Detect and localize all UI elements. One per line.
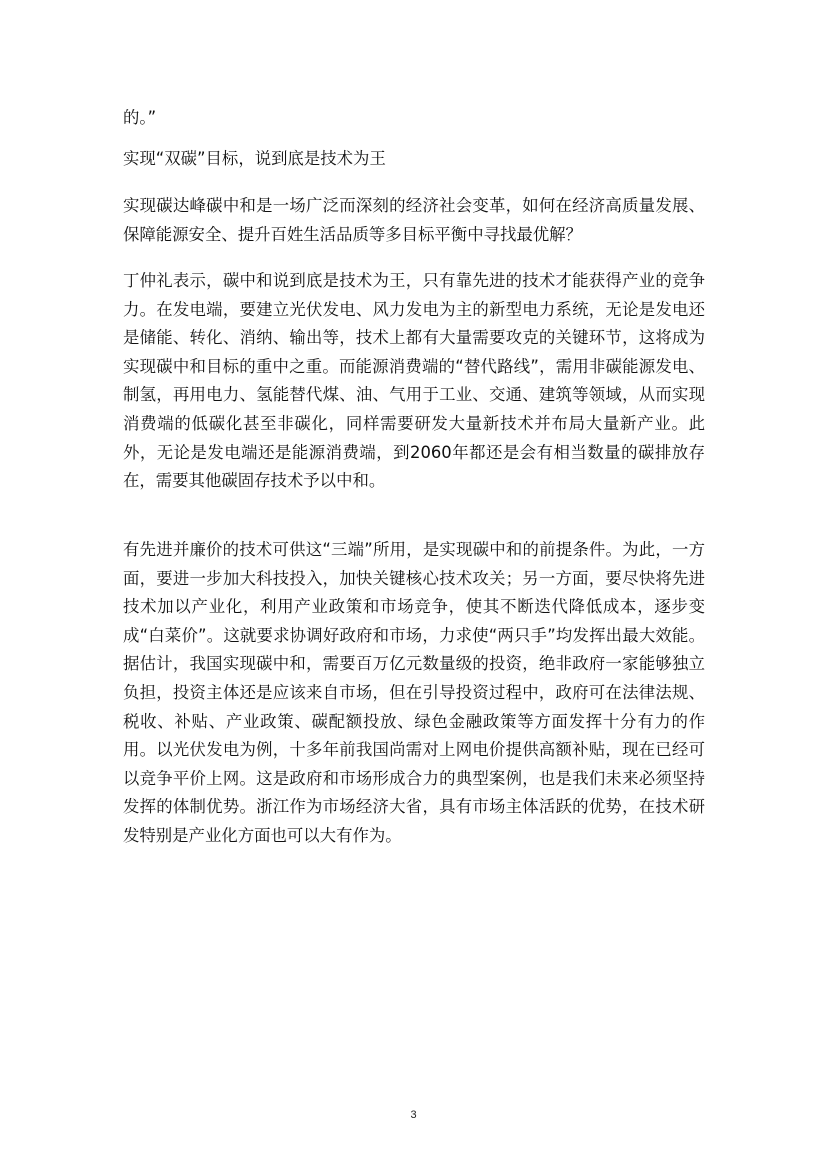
paragraph-market: 有先进并廉价的技术可供这“三端”所用，是实现碳中和的前提条件。为此，一方面，要进一步加大科技投入，加快关键核心技术攻关；另一方面，要尽快将先进技术加以产业化，利用产业政策和市场竞争，使其不断迭代降低成本，逐步变成“白菜价”。这就要求协调好政府和市场，力求使“两只手”均发挥出最大效能。据估计，我国实现碳中和，需要百万亿元数量级的投资，绝非政府一家能够独立负担，投资主体还是应该来自市场，但在引导投资过程中，政府可在法律法规、税收、补贴、产业政策、碳配额投放、绿色金融政策等方面发挥十分有力的作用。以光伏发电为例，十多年前我国尚需对上网电价提供高额补贴，现在已经可以竞争平价上网。这是政府和市场形成合力的典型案例，也是我们未来必须坚持发挥的体制优势。浙江作为市场经济大省，具有市场主体活跃的优势，在技术研发特别是产业化方面也可以大有作为。 — [123, 540, 705, 845]
page-number: 3 — [410, 1109, 417, 1121]
paragraph-continuation: 的。” — [123, 108, 157, 127]
section-heading: 实现“双碳”目标，说到底是技术为王 — [123, 149, 386, 168]
paragraph-technology: 丁仲礼表示，碳中和说到底是技术为王，只有靠先进的技术才能获得产业的竞争力。在发电端，要建立光伏发电、风力发电为主的新型电力系统，无论是发电还是储能、转化、消纳、输出等，技术上都有大量需要攻克的关键环节，这将成为实现碳中和目标的重中之重。而能源消费端的“替代路线”，需用非碳能源发电、制氢，再用电力、氢能替代煤、油、气用于工业、交通、建筑等领域，从而实现消费端的低碳化甚至非碳化，同样需要研发大量新技术并布局大量新产业。此外，无论是发电端还是能源消费端，到2060年都还是会有相当数量的碳排放存在，需要其他碳固存技术予以中和。 — [123, 271, 705, 491]
paragraph-intro: 实现碳达峰碳中和是一场广泛而深刻的经济社会变革，如何在经济高质量发展、保障能源安全、提升百姓生活品质等多目标平衡中寻找最优解？ — [123, 196, 705, 244]
